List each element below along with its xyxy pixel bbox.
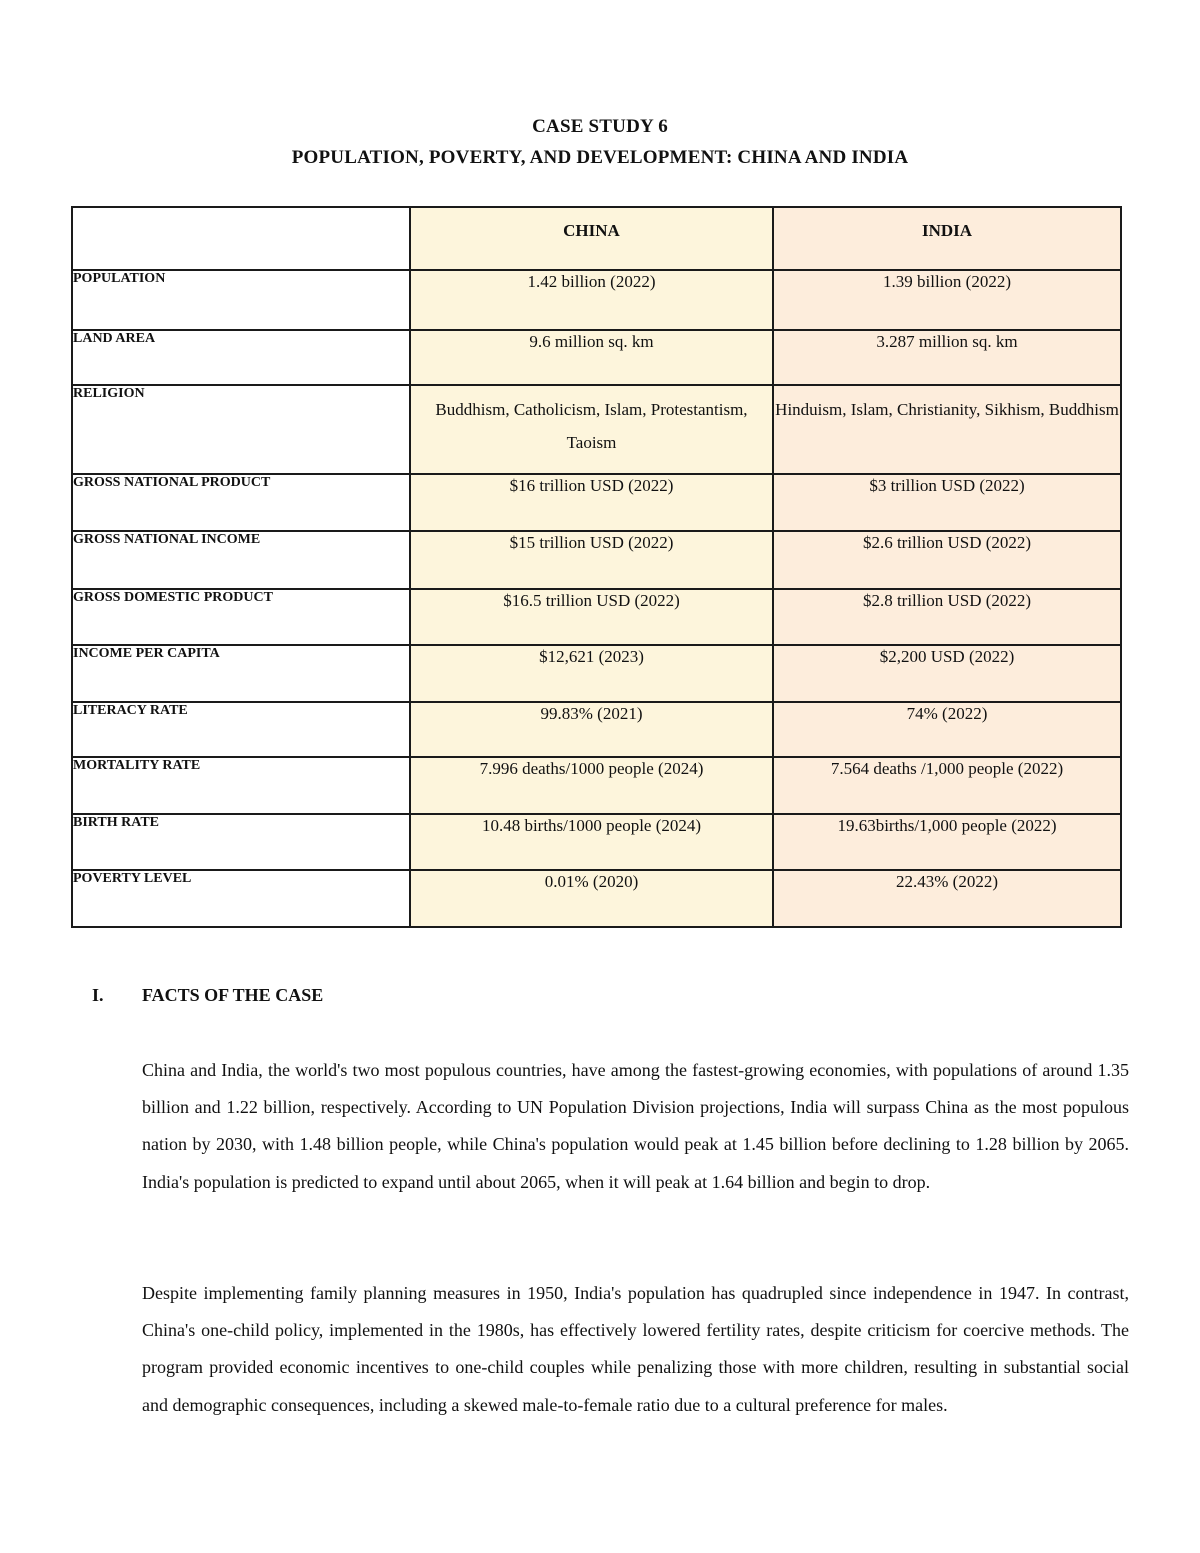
header-china: CHINA [410,207,773,270]
india-value: 3.287 million sq. km [773,330,1121,385]
case-study-subtitle: POPULATION, POVERTY, AND DEVELOPMENT: CHINA AND INDIA [291,147,909,168]
table-row [72,757,1121,814]
table-row [72,531,1121,589]
row-label: BIRTH RATE [72,814,410,870]
china-value: Buddhism, Catholicism, Islam, Protestantism, Taoism [410,385,773,474]
table-header-row [72,207,1121,270]
row-label: LAND AREA [72,330,410,385]
india-value: 22.43% (2022) [773,870,1121,927]
section-number: I. [92,985,104,1005]
india-value: $2.8 trillion USD (2022) [773,589,1121,645]
row-label: GROSS NATIONAL PRODUCT [72,474,410,531]
table-row [72,645,1121,702]
china-value: $12,621 (2023) [410,645,773,702]
row-label: GROSS DOMESTIC PRODUCT [72,589,410,645]
row-label: RELIGION [72,385,410,474]
china-value: 9.6 million sq. km [410,330,773,385]
china-value: $15 trillion USD (2022) [410,531,773,589]
comparison-table [71,206,1122,928]
table-row [72,385,1121,474]
india-value: Hinduism, Islam, Christianity, Sikhism, Buddhism [773,385,1121,474]
india-value: $2.6 trillion USD (2022) [773,531,1121,589]
china-value: 10.48 births/1000 people (2024) [410,814,773,870]
paragraph: Despite implementing family planning measures in 1950, India's population has quadrupled since independence in 1947. In contrast, China's one-child policy, implemented in the 1980s, has effectively lowered fertility rates, despite criticism for coercive methods. The program provided economic incentives to one-child couples while penalizing those with more children, resulting in substantial social and demographic consequences, including a skewed male-to-female ratio due to a cultural preference for males. [142,1283,1129,1415]
row-label: POVERTY LEVEL [72,870,410,927]
paragraph: China and India, the world's two most populous countries, have among the fastest-growing economies, with populations of around 1.35 billion and 1.22 billion, respectively. According to UN Population Division projections, India will surpass China as the most populous nation by 2030, with 1.48 billion people, while China's population would peak at 1.45 billion before declining to 1.28 billion by 2065. India's population is predicted to expand until about 2065, when it will peak at 1.64 billion and begin to drop. [142,1060,1129,1192]
china-value: $16.5 trillion USD (2022) [410,589,773,645]
row-label: GROSS NATIONAL INCOME [72,531,410,589]
india-value: $2,200 USD (2022) [773,645,1121,702]
row-label: POPULATION [72,270,410,330]
table-row [72,474,1121,531]
table-row [72,702,1121,757]
header-empty-cell [72,207,410,270]
china-value: $16 trillion USD (2022) [410,474,773,531]
header-india: INDIA [773,207,1121,270]
table-row [72,814,1121,870]
table-row [72,870,1121,927]
china-value: 1.42 billion (2022) [410,270,773,330]
section-title: FACTS OF THE CASE [142,985,324,1005]
case-study-title: CASE STUDY 6 [532,116,668,137]
table-row [72,270,1121,330]
row-label: LITERACY RATE [72,702,410,757]
table-row [72,330,1121,385]
india-value: 74% (2022) [773,702,1121,757]
india-value: 1.39 billion (2022) [773,270,1121,330]
india-value: 19.63births/1,000 people (2022) [773,814,1121,870]
china-value: 7.996 deaths/1000 people (2024) [410,757,773,814]
china-value: 0.01% (2020) [410,870,773,927]
china-value: 99.83% (2021) [410,702,773,757]
india-value: $3 trillion USD (2022) [773,474,1121,531]
row-label: INCOME PER CAPITA [72,645,410,702]
india-value: 7.564 deaths /1,000 people (2022) [773,757,1121,814]
table-row [72,589,1121,645]
row-label: MORTALITY RATE [72,757,410,814]
